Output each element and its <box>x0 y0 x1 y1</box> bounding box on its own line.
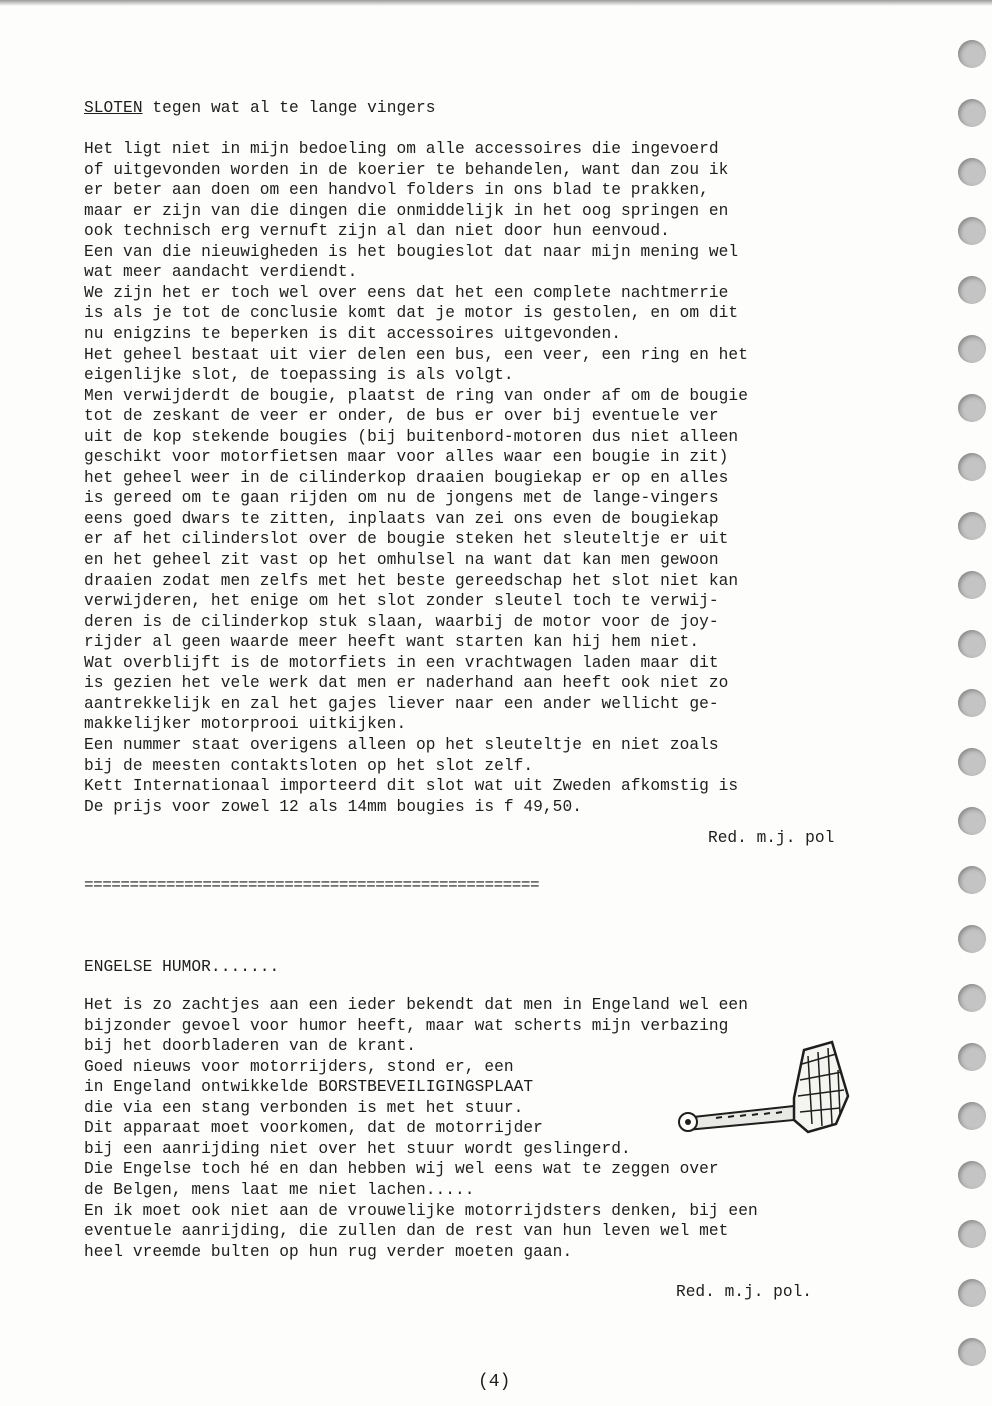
binder-punch-holes <box>952 40 992 1406</box>
punch-hole-icon <box>958 866 986 894</box>
punch-hole-icon <box>958 571 986 599</box>
punch-hole-icon <box>958 1279 986 1307</box>
text-line: deren is de cilinderkop stuk slaan, waarbij de motor voor de joy- <box>84 612 719 631</box>
punch-hole-icon <box>958 394 986 422</box>
text-line: tot de zeskant de veer er onder, de bus er over bij eventuele ver <box>84 407 719 426</box>
article-signature: Red. m.j. pol. <box>676 1283 812 1301</box>
punch-hole-icon <box>958 512 986 540</box>
text-line: makkelijker motorprooi uitkijken. <box>84 715 407 734</box>
text-line: Men verwijderdt de bougie, plaatst de ring van onder af om de bougie <box>84 386 748 405</box>
text-line: bij een aanrijding niet over het stuur wordt geslingerd. <box>84 1139 631 1158</box>
section-divider: ================================================== <box>84 876 540 894</box>
text-line: Goed nieuws voor motorrijders, stond er, een <box>84 1057 514 1076</box>
article-title-keyword: SLOTEN <box>84 99 143 117</box>
text-line: rijder al geen waarde meer heeft want starten kan hij hem niet. <box>84 633 700 652</box>
text-line: heel vreemde bulten op hun rug verder moeten gaan. <box>84 1242 573 1261</box>
text-line: bij de meesten contaktsloten op het slot zelf. <box>84 756 534 775</box>
punch-hole-icon <box>958 1043 986 1071</box>
text-line: Het ligt niet in mijn bedoeling om alle accessoires die ingevoerd <box>84 140 719 158</box>
text-line: geschikt voor motorfietsen maar voor alles waar een bougie in zit) <box>84 448 729 467</box>
punch-hole-icon <box>958 1338 986 1366</box>
text-line: We zijn het er toch wel over eens dat het een complete nachtmerrie <box>84 283 729 302</box>
punch-hole-icon <box>958 748 986 776</box>
punch-hole-icon <box>958 1161 986 1189</box>
text-line: Het is zo zachtjes aan een ieder bekendt dat men in Engeland wel een <box>84 996 748 1014</box>
text-line: eventuele aanrijding, die zullen dan de rest van hun leven wel met <box>84 1222 729 1241</box>
punch-hole-icon <box>958 217 986 245</box>
punch-hole-icon <box>958 99 986 127</box>
text-line: is gezien het vele werk dat men er naderhand aan heeft ook niet zo <box>84 674 729 693</box>
text-line: uit de kop stekende bougies (bij buitenbord-motoren dus niet alleen <box>84 427 739 446</box>
text-line: die via een stang verbonden is met het stuur. <box>84 1098 524 1117</box>
text-line: wat meer aandacht verdiendt. <box>84 263 358 282</box>
punch-hole-icon <box>958 276 986 304</box>
punch-hole-icon <box>958 925 986 953</box>
text-line: Een nummer staat overigens alleen op het sleuteltje en niet zoals <box>84 735 719 754</box>
text-line: De prijs voor zowel 12 als 14mm bougies is f 49,50. <box>84 797 582 816</box>
text-line: bijzonder gevoel voor humor heeft, maar wat scherts mijn verbazing <box>84 1016 729 1035</box>
text-line: in Engeland ontwikkelde BORSTBEVEILIGINGSPLAAT <box>84 1078 534 1097</box>
article-title-rest: tegen wat al te lange vingers <box>142 99 436 117</box>
text-line: en het geheel zit vast op het omhulsel na want dat kan men gewoon <box>84 551 719 569</box>
punch-hole-icon <box>958 40 986 68</box>
article-title-sloten <box>84 98 436 118</box>
text-line: is gereed om te gaan rijden om nu de jongens met de lange-vingers <box>84 489 719 508</box>
article-signature: Red. m.j. pol <box>708 829 835 847</box>
text-line: Een van die nieuwigheden is het bougieslot dat naar mijn mening wel <box>84 242 739 261</box>
text-line: er beter aan doen om een handvol folders in ons blad te prakken, <box>84 181 709 200</box>
punch-hole-icon <box>958 984 986 1012</box>
punch-hole-icon <box>958 630 986 658</box>
text-line: En ik moet ook niet aan de vrouwelijke motorrijdsters denken, bij een <box>84 1201 758 1220</box>
punch-hole-icon <box>958 807 986 835</box>
chest-protector-plate-icon <box>676 1040 858 1136</box>
text-line: Wat overblijft is de motorfiets in een vrachtwagen laden maar dit <box>84 653 719 672</box>
punch-hole-icon <box>958 1220 986 1248</box>
punch-hole-icon <box>958 453 986 481</box>
text-line: draaien zodat men zelfs met het beste gereedschap het slot niet kan <box>84 571 739 590</box>
text-line: bij het doorbladeren van de krant. <box>84 1037 416 1056</box>
text-line: eens goed dwars te zitten, inplaats van zei ons even de bougiekap <box>84 509 719 528</box>
text-line: is als je tot de conclusie komt dat je motor is gestolen, en om dit <box>84 304 739 323</box>
punch-hole-icon <box>958 335 986 363</box>
text-line: ook technisch erg vernuft zijn al dan niet door hun eenvoud. <box>84 222 670 241</box>
text-line: nu enigzins te beperken is dit accessoires uitgevonden. <box>84 324 622 343</box>
punch-hole-icon <box>958 689 986 717</box>
page-number: (4) <box>478 1372 511 1392</box>
text-line: of uitgevonden worden in de koerier te behandelen, want dan zou ik <box>84 160 729 179</box>
text-line: Kett Internationaal importeerd dit slot wat uit Zweden afkomstig is <box>84 777 739 796</box>
punch-hole-icon <box>958 158 986 186</box>
punch-hole-icon <box>958 1102 986 1130</box>
text-line: Het geheel bestaat uit vier delen een bus, een veer, een ring en het <box>84 345 748 364</box>
text-line: Die Engelse toch hé en dan hebben wij wel eens wat te zeggen over <box>84 1160 719 1179</box>
text-line: maar er zijn van die dingen die onmiddelijk in het oog springen en <box>84 201 729 220</box>
text-line: Dit apparaat moet voorkomen, dat de motorrijder <box>84 1119 543 1138</box>
text-line: eigenlijke slot, de toepassing is als volgt. <box>84 366 514 385</box>
text-line: er af het cilinderslot over de bougie steken het sleuteltje er uit <box>84 530 729 549</box>
text-line: aantrekkelijk en zal het gajes liever naar een ander wellicht ge- <box>84 694 719 713</box>
scan-edge-shadow <box>0 0 992 6</box>
article-title-engelse-humor: ENGELSE HUMOR....... <box>84 958 280 976</box>
text-line: verwijderen, het enige om het slot zonder sleutel toch te verwij- <box>84 592 719 611</box>
text-line: het geheel weer in de cilinderkop draaien bougiekap er op en alles <box>84 468 729 487</box>
text-line: de Belgen, mens laat me niet lachen..... <box>84 1180 475 1199</box>
